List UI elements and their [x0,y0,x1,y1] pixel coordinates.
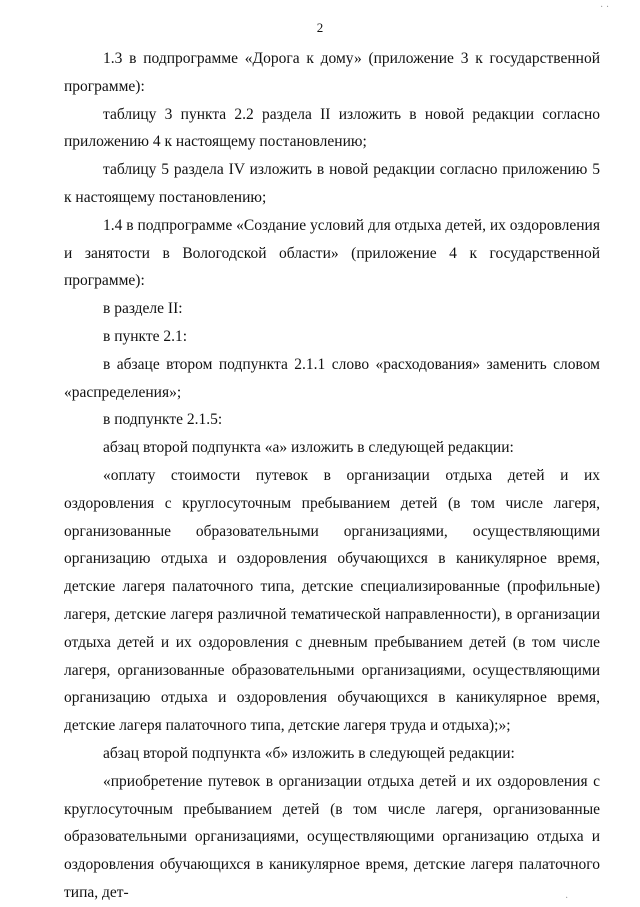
paragraph-table-3: таблицу 3 пункта 2.2 раздела II изложить в новой редакции согласно приложению 4 к настоящему постановлению; [64,105,600,151]
paragraph-point-2-1: в пункте 2.1: [103,327,188,345]
paragraph-subpoint-b: абзац второй подпункта «б» изложить в следующей редакции: [103,744,515,762]
paragraph-subpoint-2-1-5: в подпункте 2.1.5: [103,411,223,429]
paragraph-quote-b: «приобретение путевок в организации отдыха детей и их оздоровления с круглосуточным пребыванием детей (в том числе лагеря, организованные образовательными организациями, осуществляющими организацию отдыха и оздоровления обучающихся в каникулярное время, детские лагеря палаточного типа, дет- [64,772,600,901]
scan-mark-bottom-right: · [565,893,569,904]
document-body [64,45,600,907]
paragraph-table-5: таблицу 5 раздела IV изложить в новой редакции согласно приложению 5 к настоящему постановлению; [64,161,600,206]
paragraph-subpoint-2-1-1: в абзаце втором подпункта 2.1.1 слово «расходования» заменить словом «распределения»; [64,355,600,401]
paragraph-quote-a: «оплату стоимости путевок в организации отдыха детей и их оздоровления с круглосуточным пребыванием детей (в том числе лагеря, организованные образовательными организациями, осуществляющими организацию отдыха и оздоровления обучающихся в каникулярное время, детские лагеря палаточного типа, детские специализированные (профильные) лагеря, детские лагеря различной тематической направленности), в организации отдыха детей и их оздоровления с дневным пребыванием детей (в том числе лагеря, организованные образовательными организациями, осуществляющими организацию отдыха и оздоровления обучающихся в каникулярное время, детские лагеря палаточного типа, детские лагеря труда и отдыха);»; [64,466,600,735]
paragraph-subpoint-a: абзац второй подпункта «а» изложить в следующей редакции: [103,439,514,457]
page-number: 2 [316,20,324,35]
paragraph-1-4: 1.4 в подпрограмме «Создание условий для отдыха детей, их оздоровления и занятости в Вологодской области» (приложение 4 к государственной программе): [64,216,600,290]
scan-mark-top-right: · · [600,2,610,13]
paragraph-1-3: 1.3 в подпрограмме «Дорога к дому» (приложение 3 к государственной программе): [64,50,600,95]
paragraph-section-2: в разделе II: [103,300,183,318]
